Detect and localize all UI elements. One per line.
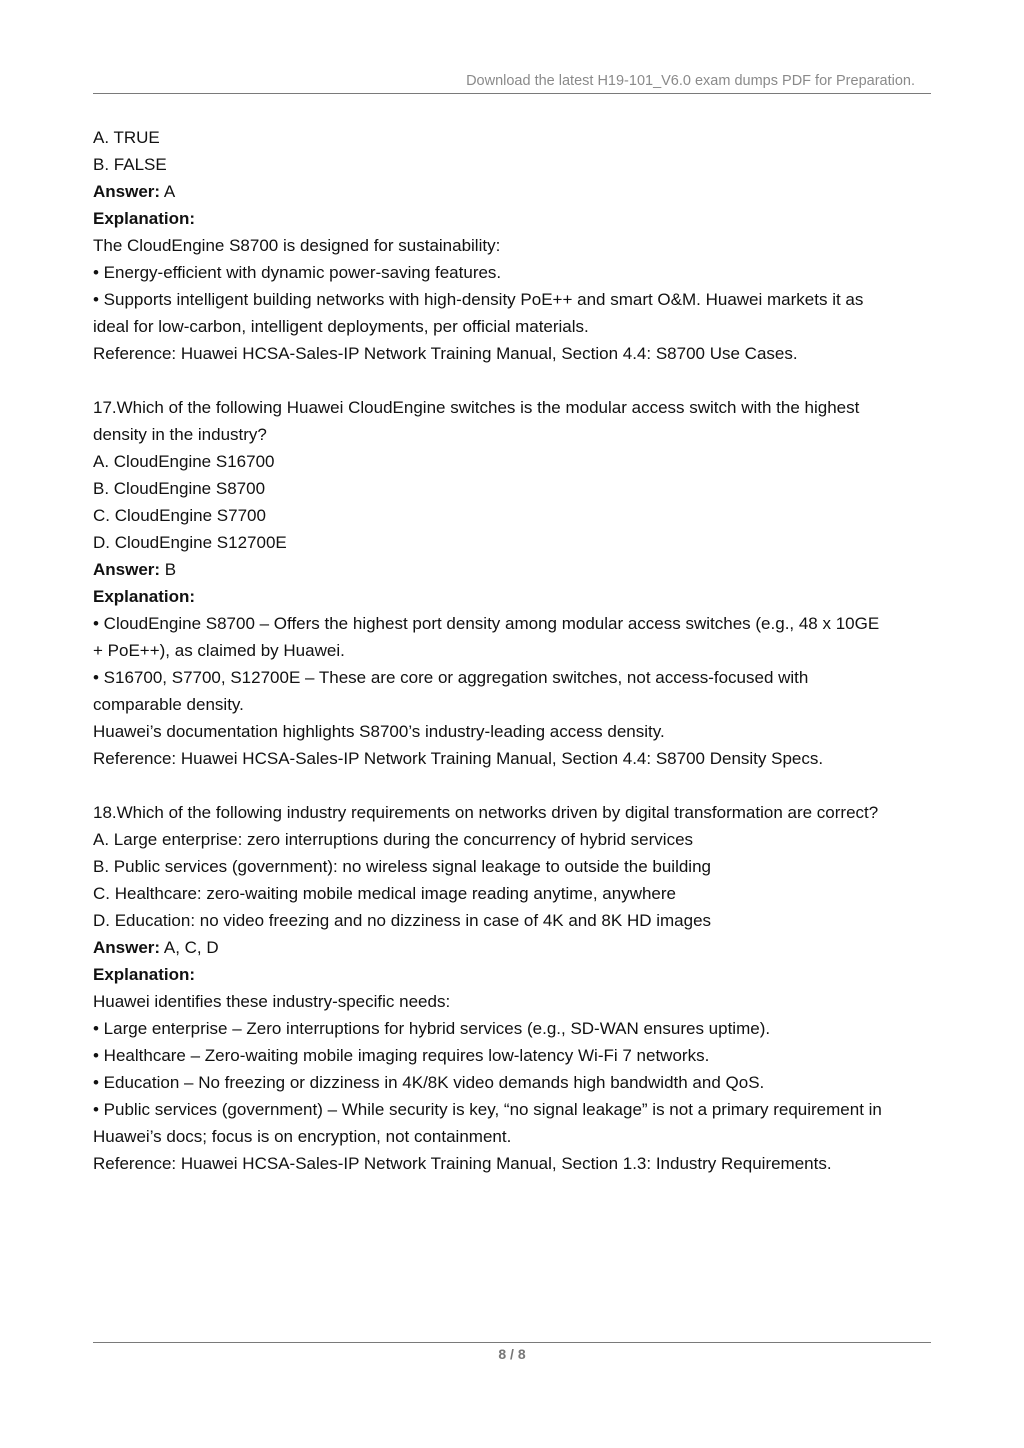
q18-reference: Reference: Huawei HCSA-Sales-IP Network Training Manual, Section 1.3: Industry Requirements. <box>93 1154 832 1173</box>
header-divider <box>93 93 931 94</box>
q18-option-d: D. Education: no video freezing and no dizziness in case of 4K and 8K HD images <box>93 911 712 930</box>
q17-option-c: C. CloudEngine S7700 <box>93 506 266 525</box>
q18-explanation-line: Huawei’s docs; focus is on encryption, not containment. <box>93 1127 512 1146</box>
spacer <box>93 772 938 799</box>
q16-reference: Reference: Huawei HCSA-Sales-IP Network Training Manual, Section 4.4: S8700 Use Cases. <box>93 344 798 363</box>
page-header-text: Download the latest H19-101_V6.0 exam dumps PDF for Preparation. <box>466 73 915 89</box>
question-18-block <box>93 799 938 1177</box>
q17-explanation-line: + PoE++), as claimed by Huawei. <box>93 641 345 660</box>
q16-explanation-line: ideal for low-carbon, intelligent deployments, per official materials. <box>93 317 589 336</box>
q18-explanation-line: • Education – No freezing or dizziness in 4K/8K video demands high bandwidth and QoS. <box>93 1073 765 1092</box>
question-17-block <box>93 394 938 772</box>
q17-option-d: D. CloudEngine S12700E <box>93 533 287 552</box>
q18-answer-label: Answer: <box>93 938 161 957</box>
q17-explanation-label: Explanation: <box>93 587 196 606</box>
q18-answer-value: A, C, D <box>160 938 219 957</box>
q17-answer-value: B <box>160 560 177 579</box>
q17-question-text: 17.Which of the following Huawei CloudEngine switches is the modular access switch with the highest <box>93 398 860 417</box>
q17-option-b: B. CloudEngine S8700 <box>93 479 266 498</box>
q16-explanation-label: Explanation: <box>93 209 196 228</box>
spacer <box>93 367 938 394</box>
q16-answer <box>93 178 938 205</box>
q18-answer <box>93 934 938 961</box>
q18-option-a: A. Large enterprise: zero interruptions during the concurrency of hybrid services <box>93 830 694 849</box>
footer-divider <box>93 1342 931 1343</box>
q17-explanation-line: comparable density. <box>93 695 244 714</box>
q17-answer <box>93 556 938 583</box>
q16-answer-label: Answer: <box>93 182 161 201</box>
q16-explanation-line: The CloudEngine S8700 is designed for sustainability: <box>93 236 501 255</box>
q16-answer-value: A <box>160 182 176 201</box>
q17-explanation-line: • CloudEngine S8700 – Offers the highest port density among modular access switches (e.g., 48 x 10GE <box>93 614 880 633</box>
q18-explanation-label: Explanation: <box>93 965 196 984</box>
q17-answer-label: Answer: <box>93 560 161 579</box>
q18-explanation-line: • Large enterprise – Zero interruptions for hybrid services (e.g., SD-WAN ensures uptime). <box>93 1019 771 1038</box>
q18-question-text: 18.Which of the following industry requirements on networks driven by digital transformation are correct? <box>93 803 879 822</box>
q17-option-a: A. CloudEngine S16700 <box>93 452 275 471</box>
q17-explanation-line: Huawei’s documentation highlights S8700’s industry-leading access density. <box>93 722 665 741</box>
q16-explanation-line: • Energy-efficient with dynamic power-saving features. <box>93 263 502 282</box>
q18-explanation-line: Huawei identifies these industry-specific needs: <box>93 992 451 1011</box>
q18-option-c: C. Healthcare: zero-waiting mobile medical image reading anytime, anywhere <box>93 884 676 903</box>
q18-explanation-line: • Public services (government) – While security is key, “no signal leakage” is not a primary requirement in <box>93 1100 882 1119</box>
q16-option-b: B. FALSE <box>93 155 167 174</box>
question-16-block <box>93 124 938 367</box>
page-content <box>93 124 938 1177</box>
page-number: 8 / 8 <box>498 1346 526 1362</box>
q18-option-b: B. Public services (government): no wireless signal leakage to outside the building <box>93 857 711 876</box>
q16-option-a: A. TRUE <box>93 128 160 147</box>
q17-question-text: density in the industry? <box>93 425 267 444</box>
q17-reference: Reference: Huawei HCSA-Sales-IP Network Training Manual, Section 4.4: S8700 Density Specs. <box>93 749 824 768</box>
q17-explanation-line: • S16700, S7700, S12700E – These are core or aggregation switches, not access-focused with <box>93 668 809 687</box>
q16-explanation-line: • Supports intelligent building networks with high-density PoE++ and smart O&M. Huawei markets it as <box>93 290 864 309</box>
q18-explanation-line: • Healthcare – Zero-waiting mobile imaging requires low-latency Wi-Fi 7 networks. <box>93 1046 710 1065</box>
